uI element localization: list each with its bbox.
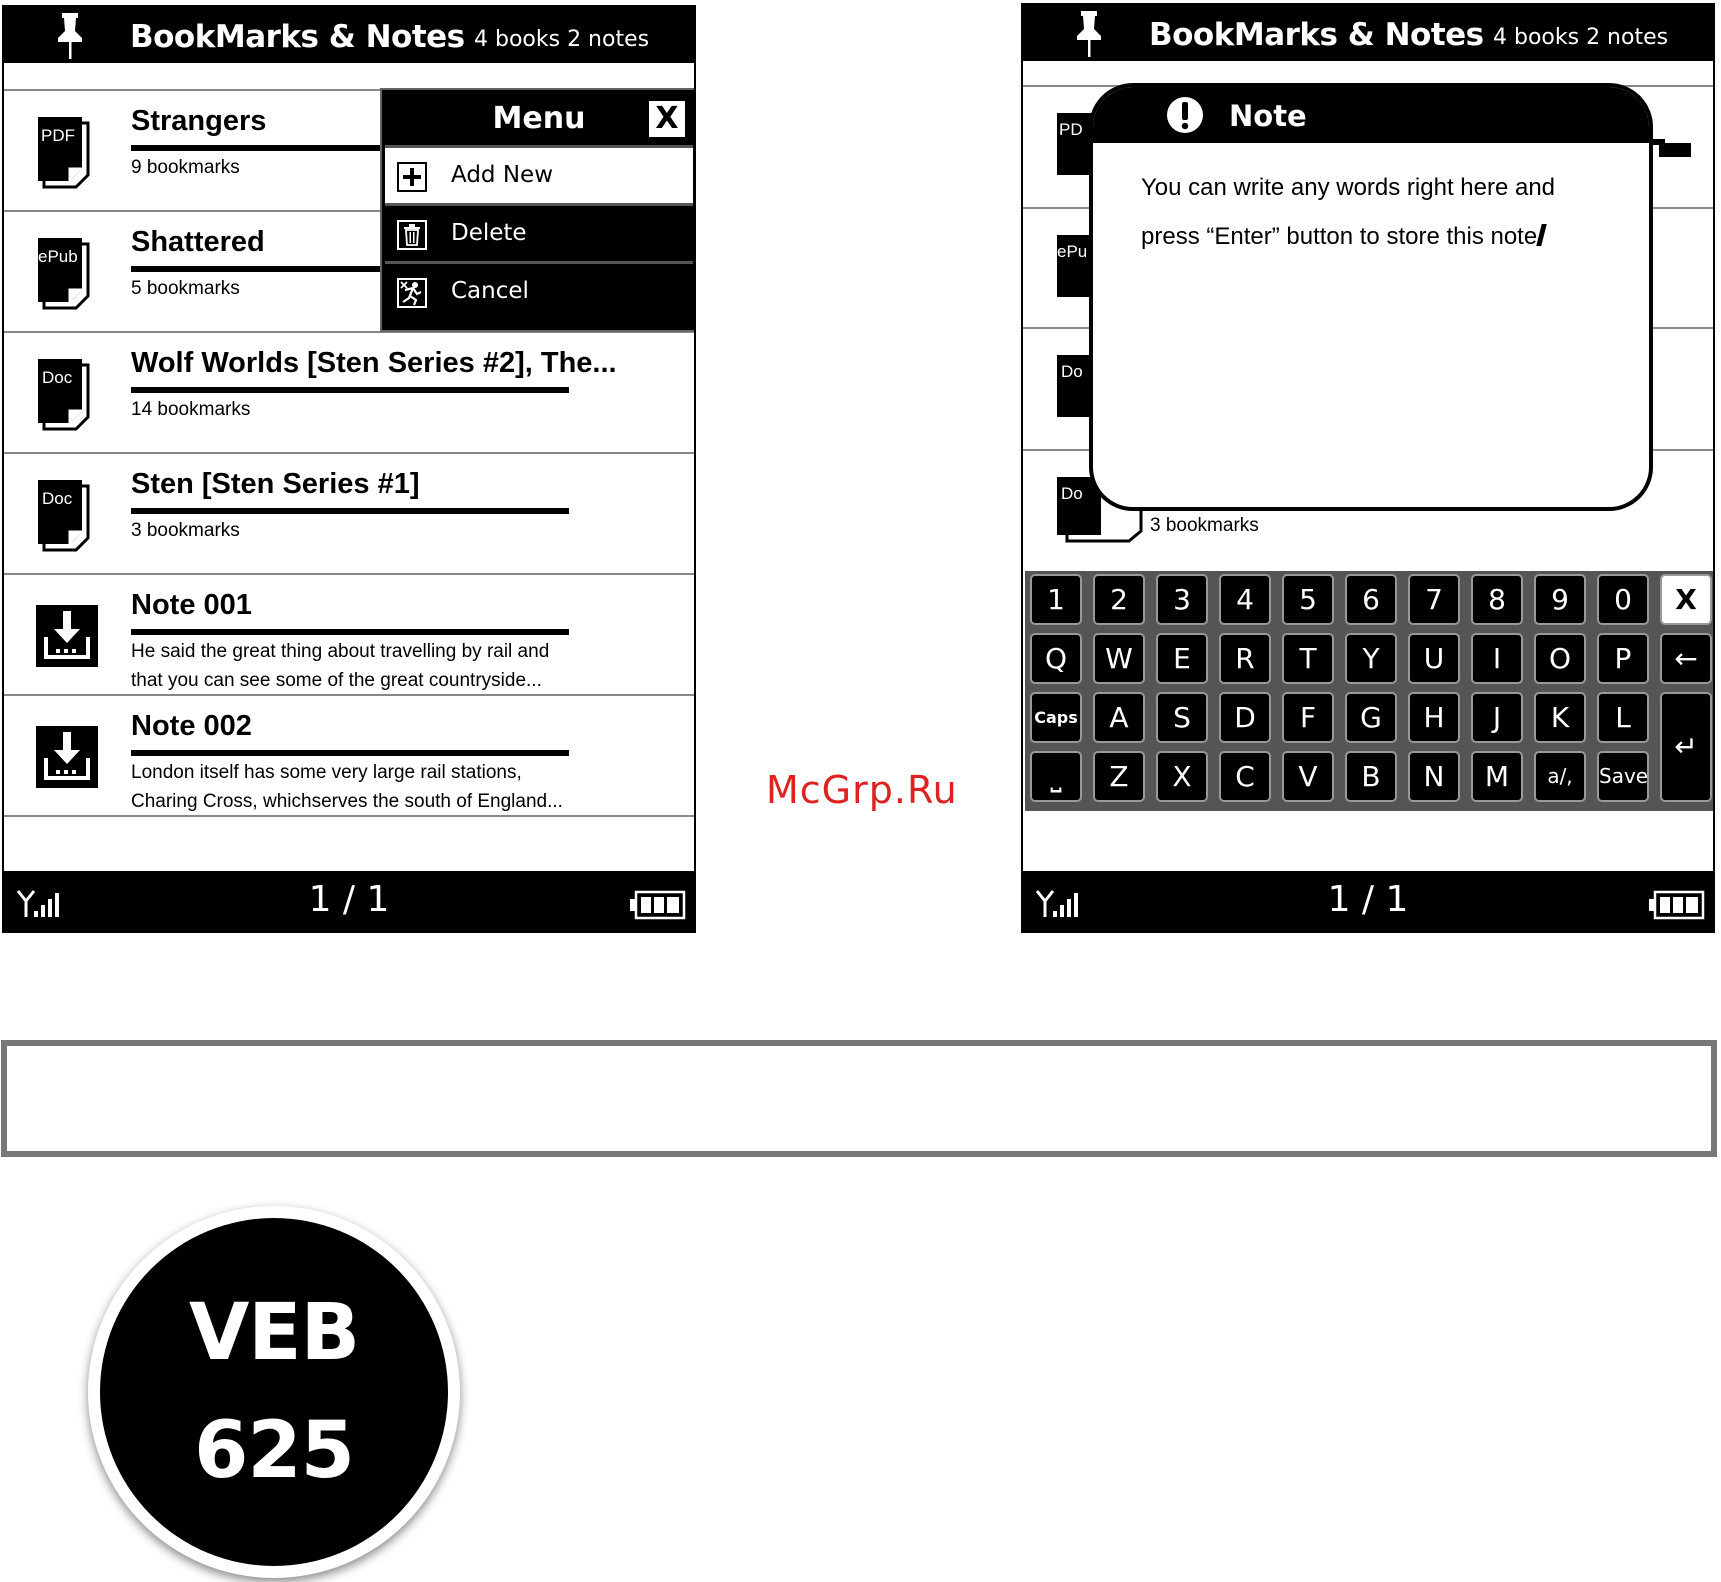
item-divider-bar: [131, 387, 569, 393]
epub-file-icon: [36, 234, 98, 310]
note-download-icon: [36, 597, 98, 673]
menu-close-button[interactable]: X: [649, 101, 685, 137]
item-divider-bar: [131, 629, 569, 635]
item-bookmark-count: 3 bookmarks: [1150, 515, 1259, 536]
svg-text:PDF: PDF: [41, 126, 75, 145]
key-i[interactable]: I: [1471, 633, 1523, 684]
key-4[interactable]: 4: [1219, 574, 1271, 625]
key-8[interactable]: 8: [1471, 574, 1523, 625]
caption-frame: [1, 1040, 1717, 1157]
model-badge: [88, 1206, 460, 1578]
app-title: BookMarks & Notes: [130, 19, 465, 55]
key-7[interactable]: 7: [1408, 574, 1460, 625]
key-symbols[interactable]: a/,: [1534, 751, 1586, 802]
note-preview-line: that you can see some of the great countryside...: [131, 670, 542, 691]
bookmarks-screen-left: [2, 5, 696, 933]
model-badge-line1: VEB: [188, 1288, 360, 1378]
pushpin-icon: [50, 11, 90, 61]
key-q[interactable]: Q: [1030, 633, 1082, 684]
cancel-icon: [397, 278, 427, 308]
svg-text:PD: PD: [1059, 120, 1083, 139]
exclamation-icon: [1165, 95, 1205, 135]
page-indicator: 1 / 1: [1327, 879, 1409, 920]
pushpin-icon: [1069, 9, 1109, 59]
context-menu: [382, 90, 696, 330]
key-6[interactable]: 6: [1345, 574, 1397, 625]
key-v[interactable]: V: [1282, 751, 1334, 802]
model-badge-inner: [100, 1218, 448, 1566]
menu-title: Menu: [492, 101, 586, 136]
note-download-icon: [36, 718, 98, 794]
key-enter[interactable]: ↵: [1660, 692, 1712, 802]
note-preview-line: He said the great thing about travelling by rail and: [131, 641, 550, 662]
item-bookmark-count: 5 bookmarks: [131, 278, 240, 299]
svg-text:Do: Do: [1061, 484, 1083, 503]
doc-file-icon: [36, 355, 98, 431]
key-close-keyboard[interactable]: X: [1660, 574, 1712, 625]
menu-item-label: Add New: [451, 162, 554, 188]
note-title: Note: [1229, 99, 1307, 133]
svg-text:Do: Do: [1061, 362, 1083, 381]
note-title: Note 002: [131, 710, 252, 742]
item-title: Wolf Worlds [Sten Series #2], The...: [131, 347, 617, 379]
pointer-hand-icon: [1649, 133, 1693, 159]
key-t[interactable]: T: [1282, 633, 1334, 684]
item-divider-bar: [131, 750, 569, 756]
key-w[interactable]: W: [1093, 633, 1145, 684]
key-0[interactable]: 0: [1597, 574, 1649, 625]
item-title: Strangers: [131, 105, 267, 137]
page-indicator: 1 / 1: [308, 879, 390, 920]
note-preview-line: London itself has some very large rail stations,: [131, 762, 522, 783]
note-preview-line: Charing Cross, whichserves the south of England...: [131, 791, 563, 812]
svg-text:Doc: Doc: [42, 489, 73, 508]
doc-file-icon: [36, 476, 98, 552]
key-o[interactable]: O: [1534, 633, 1586, 684]
key-m[interactable]: M: [1471, 751, 1523, 802]
key-a[interactable]: A: [1093, 692, 1145, 743]
menu-item-cancel[interactable]: [385, 261, 693, 319]
key-k[interactable]: K: [1534, 692, 1586, 743]
note-preview: [131, 637, 601, 695]
key-save[interactable]: Save: [1597, 751, 1649, 802]
key-f[interactable]: F: [1282, 692, 1334, 743]
key-x[interactable]: X: [1156, 751, 1208, 802]
key-backspace[interactable]: ←: [1660, 633, 1712, 684]
key-d[interactable]: D: [1219, 692, 1271, 743]
note-preview: [131, 758, 601, 816]
note-title: Note 001: [131, 589, 252, 621]
key-j[interactable]: J: [1471, 692, 1523, 743]
key-s[interactable]: S: [1156, 692, 1208, 743]
svg-text:ePub: ePub: [38, 247, 78, 266]
key-l[interactable]: L: [1597, 692, 1649, 743]
key-3[interactable]: 3: [1156, 574, 1208, 625]
note-dialog: [1089, 83, 1653, 511]
on-screen-keyboard: [1025, 571, 1713, 811]
item-divider-bar: [131, 508, 569, 514]
key-y[interactable]: Y: [1345, 633, 1397, 684]
watermark-text: McGrp.Ru: [766, 768, 958, 812]
book-note-count: 4 books 2 notes: [474, 27, 650, 52]
key-9[interactable]: 9: [1534, 574, 1586, 625]
top-bar: [1023, 5, 1713, 61]
item-bookmark-count: 3 bookmarks: [131, 520, 240, 541]
bookmarks-screen-right: [1021, 3, 1715, 933]
status-bar: [1023, 871, 1713, 931]
item-bookmark-count: 9 bookmarks: [131, 157, 240, 178]
key-h[interactable]: H: [1408, 692, 1460, 743]
model-badge-line2: 625: [194, 1406, 354, 1496]
key-n[interactable]: N: [1408, 751, 1460, 802]
list-item[interactable]: [4, 454, 694, 575]
note-text-area[interactable]: [1141, 163, 1611, 261]
plus-icon: [397, 162, 427, 192]
svg-text:Doc: Doc: [42, 368, 73, 387]
list-item[interactable]: [4, 696, 694, 817]
item-bookmark-count: 14 bookmarks: [131, 399, 251, 420]
svg-text:ePu: ePu: [1057, 242, 1088, 261]
key-z[interactable]: Z: [1093, 751, 1145, 802]
key-g[interactable]: G: [1345, 692, 1397, 743]
menu-item-label: Cancel: [451, 278, 529, 304]
app-title: BookMarks & Notes: [1149, 17, 1484, 53]
list-item[interactable]: [4, 575, 694, 696]
item-title: Sten [Sten Series #1]: [131, 468, 420, 500]
note-header: [1093, 87, 1649, 143]
note-text-line: You can write any words right here and: [1141, 174, 1556, 201]
top-bar: [4, 7, 694, 63]
book-note-count: 4 books 2 notes: [1493, 25, 1669, 50]
battery-icon: [1649, 890, 1705, 920]
pdf-file-icon: [36, 113, 98, 189]
battery-icon: [630, 890, 686, 920]
menu-item-delete[interactable]: [385, 203, 693, 261]
text-cursor: [1536, 224, 1546, 246]
key-c[interactable]: C: [1219, 751, 1271, 802]
item-title: Shattered: [131, 226, 265, 258]
key-5[interactable]: 5: [1282, 574, 1334, 625]
list-item[interactable]: [4, 333, 694, 454]
menu-item-label: Delete: [451, 220, 527, 246]
key-r[interactable]: R: [1219, 633, 1271, 684]
key-u[interactable]: U: [1408, 633, 1460, 684]
key-2[interactable]: 2: [1093, 574, 1145, 625]
key-b[interactable]: B: [1345, 751, 1397, 802]
key-space[interactable]: ⎵: [1030, 751, 1082, 802]
key-caps[interactable]: Caps: [1030, 692, 1082, 743]
menu-header: [385, 93, 693, 145]
status-bar: [4, 871, 694, 931]
note-text-line: press “Enter” button to store this note: [1141, 223, 1538, 250]
key-p[interactable]: P: [1597, 633, 1649, 684]
menu-item-add-new[interactable]: [385, 145, 693, 203]
key-1[interactable]: 1: [1030, 574, 1082, 625]
trash-icon: [397, 220, 427, 250]
key-e[interactable]: E: [1156, 633, 1208, 684]
